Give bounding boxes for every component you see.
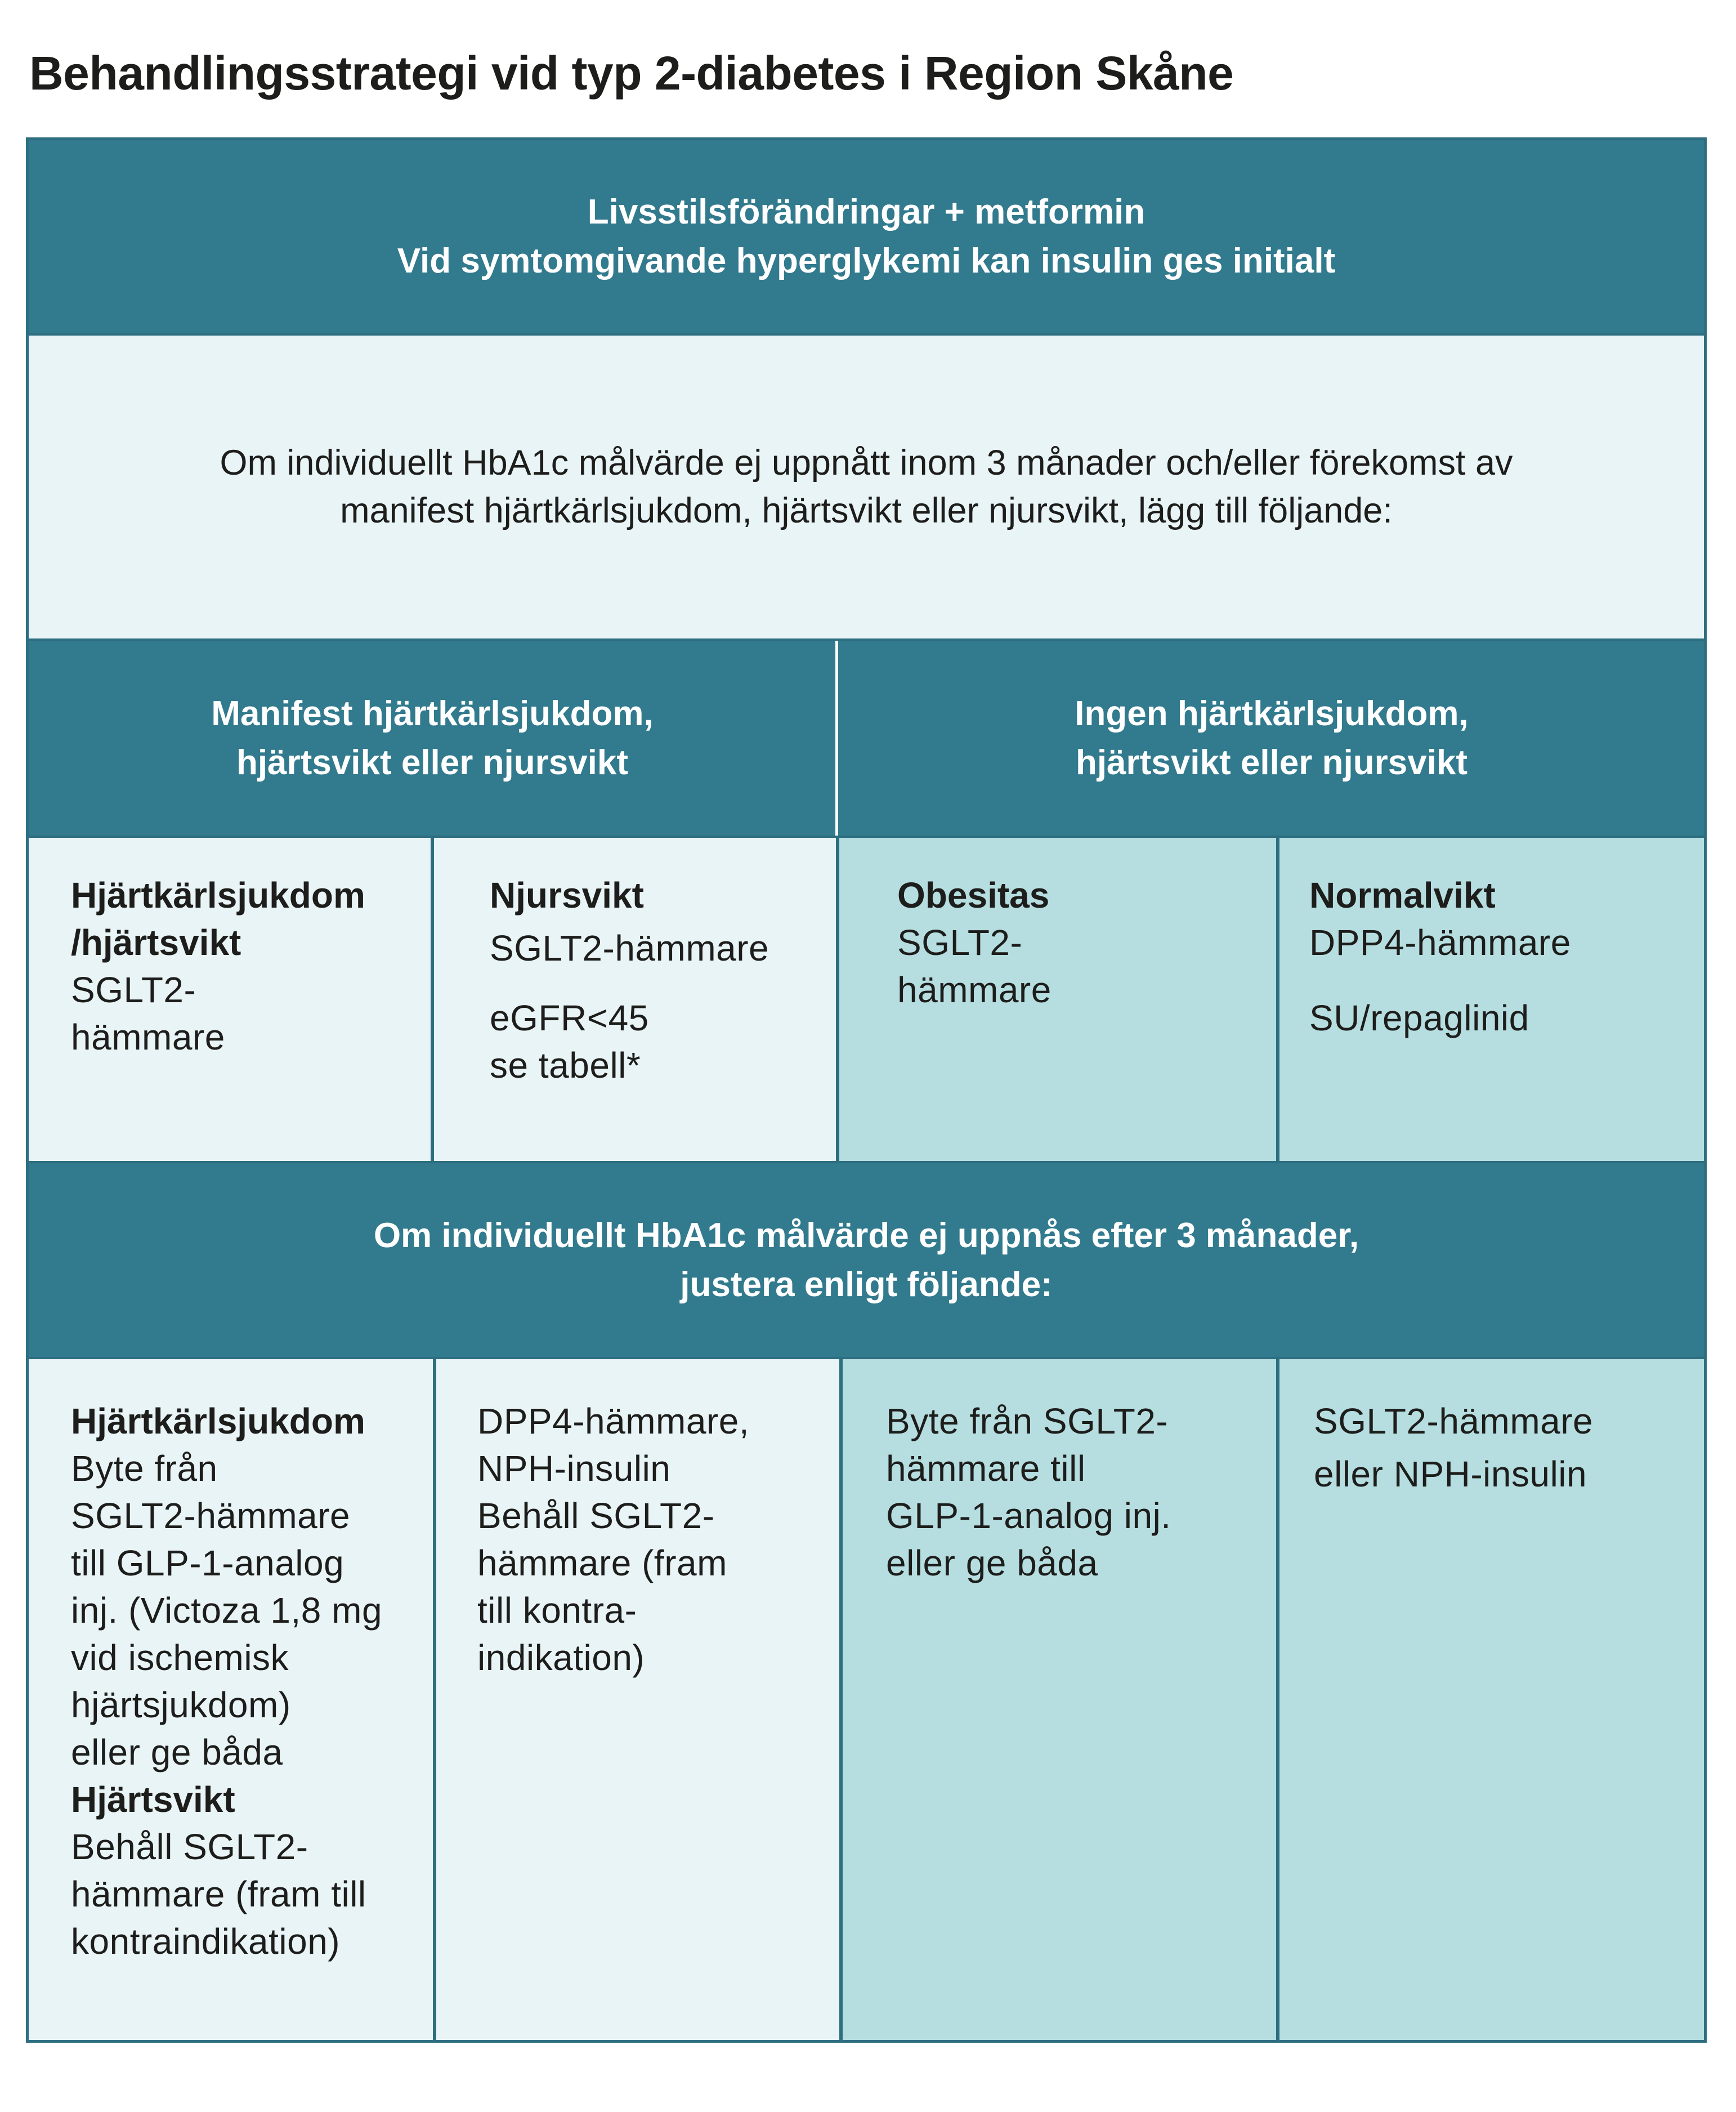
group-header-manifest-line-2: hjärtsvikt eller njursvikt <box>236 743 629 782</box>
adjust-header-line-1: Om individuellt HbA1c målvärde ej uppnås efter 3 månader, <box>373 1216 1359 1255</box>
step2-cardiovascular-heading: Hjärtkärlsjukdom <box>71 1401 365 1441</box>
step1-renal <box>490 872 833 1089</box>
step2-normal-weight-line-2: eller NPH-insulin <box>1314 1454 1587 1494</box>
step1-obesity-text-1: SGLT2- <box>897 922 1023 963</box>
step1-divider-2 <box>836 837 839 1162</box>
step1-renal-text-3: se tabell* <box>490 1045 641 1086</box>
step2-divider-1 <box>433 1358 436 2042</box>
step1-normal-weight-text-2: SU/repaglinid <box>1309 998 1529 1038</box>
intro-box <box>27 334 1706 640</box>
page-title: Behandlingsstrategi vid typ 2-diabetes i Region Skåne <box>29 47 1234 100</box>
step2-renal-line-5: till kontra- <box>477 1590 637 1631</box>
step2-cardiovascular-line-1: Byte från <box>71 1448 218 1489</box>
step2-cardiovascular-line-2: SGLT2-hämmare <box>71 1495 351 1536</box>
step2-cardiovascular-line-6: hjärtsjukdom) <box>71 1685 291 1725</box>
step1-renal-heading: Njursvikt <box>490 875 644 916</box>
step2-obesity-line-1: Byte från SGLT2- <box>886 1401 1169 1441</box>
step2-renal-line-2: NPH-insulin <box>477 1448 671 1489</box>
initial-insulin-line: Vid symtomgivande hyperglykemi kan insulin ges initialt <box>397 242 1336 280</box>
step1-divider-1 <box>431 837 434 1162</box>
intro-line-1: Om individuellt HbA1c målvärde ej uppnått inom 3 månader och/eller förekomst av <box>220 443 1513 483</box>
divider-header1 <box>27 333 1706 336</box>
group-header-divider <box>835 640 838 837</box>
step1-obesity <box>897 872 1269 1013</box>
step2-heart-failure-heading: Hjärtsvikt <box>71 1779 235 1820</box>
group-header-none-line-2: hjärtsvikt eller njursvikt <box>1075 743 1468 782</box>
step2-cardiovascular-line-5: vid ischemisk <box>71 1637 289 1678</box>
step1-renal-text-1: SGLT2-hämmare <box>490 928 769 968</box>
step2-cardiovascular <box>71 1397 431 1965</box>
step1-renal-text-2: eGFR<45 <box>490 998 649 1038</box>
step2-obesity-line-3: GLP-1-analog inj. <box>886 1495 1171 1536</box>
divider-intro <box>27 638 1706 641</box>
step2-heart-failure-line-3: kontraindikation) <box>71 1921 341 1962</box>
step1-cardiovascular-heading-1: Hjärtkärlsjukdom <box>71 875 365 916</box>
step1-cardiovascular-text-1: SGLT2- <box>71 970 196 1010</box>
step2-normal-weight <box>1314 1397 1702 1498</box>
lifestyle-metformin-header <box>27 139 1706 334</box>
step2-obesity-line-4: eller ge båda <box>886 1543 1098 1583</box>
step2-renal <box>477 1397 838 1681</box>
step1-obesity-heading: Obesitas <box>897 875 1050 916</box>
step2-cardiovascular-line-7: eller ge båda <box>71 1732 283 1772</box>
group-header-none-line-1: Ingen hjärtkärlsjukdom, <box>1075 694 1469 733</box>
step2-divider-2 <box>839 1358 843 2042</box>
step2-heart-failure-line-1: Behåll SGLT2- <box>71 1827 308 1867</box>
adjust-header <box>27 1162 1706 1358</box>
intro-line-2: manifest hjärtkärlsjukdom, hjärtsvikt eller njursvikt, lägg till följande: <box>340 491 1393 530</box>
group-header-manifest <box>27 640 838 837</box>
step1-normal-weight-heading: Normalvikt <box>1309 875 1496 916</box>
step2-renal-line-3: Behåll SGLT2- <box>477 1495 715 1536</box>
divider-group-headers <box>27 836 1706 838</box>
step1-divider-3 <box>1276 837 1279 1162</box>
step1-cardiovascular-heading-2: /hjärtsvikt <box>71 922 241 963</box>
lifestyle-metformin-line: Livsstilsförändringar + metformin <box>587 193 1146 231</box>
step2-renal-line-4: hämmare (fram <box>477 1543 727 1583</box>
divider-header2 <box>27 1357 1706 1359</box>
step1-cardiovascular <box>71 872 431 1061</box>
step2-renal-line-1: DPP4-hämmare, <box>477 1401 750 1441</box>
step2-renal-line-6: indikation) <box>477 1637 645 1678</box>
step2-obesity-line-2: hämmare till <box>886 1448 1086 1489</box>
step2-normal-weight-line-1: SGLT2-hämmare <box>1314 1401 1594 1441</box>
step1-normal-weight <box>1309 872 1698 1042</box>
divider-step1 <box>27 1161 1706 1163</box>
adjust-header-line-2: justera enligt följande: <box>680 1265 1053 1304</box>
step2-heart-failure-line-2: hämmare (fram till <box>71 1874 366 1914</box>
step2-cardiovascular-line-4: inj. (Victoza 1,8 mg <box>71 1590 383 1631</box>
step2-divider-3 <box>1276 1358 1279 2042</box>
step1-cardiovascular-text-2: hämmare <box>71 1017 225 1057</box>
step2-obesity <box>886 1397 1269 1587</box>
group-header-none <box>838 640 1706 837</box>
group-header-manifest-line-1: Manifest hjärtkärlsjukdom, <box>211 694 654 733</box>
step2-cardiovascular-line-3: till GLP-1-analog <box>71 1543 344 1583</box>
step1-normal-weight-text-1: DPP4-hämmare <box>1309 922 1571 963</box>
step1-obesity-text-2: hämmare <box>897 970 1052 1010</box>
